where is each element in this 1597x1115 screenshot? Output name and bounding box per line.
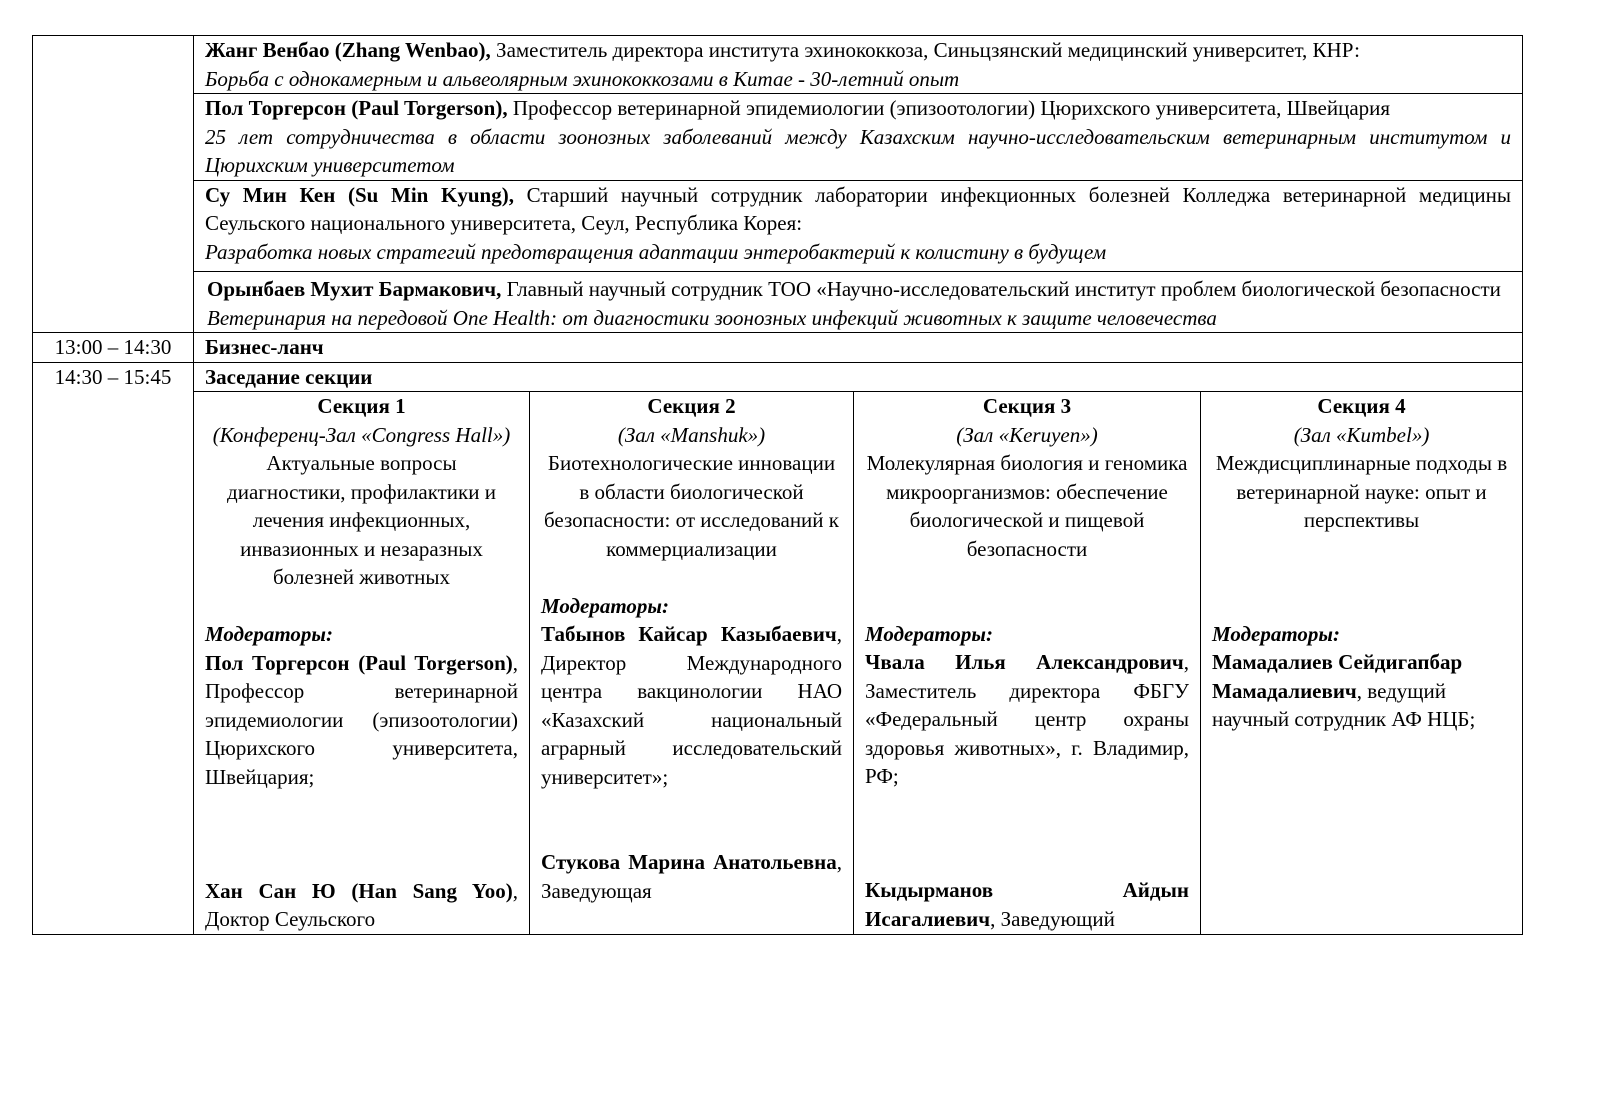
moderator-position: , Доктор Сеульского: [205, 878, 518, 931]
talk-cell: [194, 272, 1523, 333]
speaker-position: Старший научный сотрудник лаборатории инфекционных болезней Колледжа ветеринарной медицины Сеульского национального университета, Сеул, Республика Корея:: [205, 182, 1512, 235]
moderator-name: Пол Торгерсон (Paul Torgerson): [205, 650, 513, 675]
section-title: Секция 1: [317, 394, 406, 418]
section-1-cell: [194, 392, 530, 935]
lunch-row: [33, 333, 1523, 363]
section-title: Секция 4: [1317, 394, 1406, 418]
moderator-1: [205, 649, 518, 877]
lunch-label: Бизнес-ланч: [194, 333, 1523, 363]
speaker-position: Профессор ветеринарной эпидемиологии (эпизоотологии) Цюрихского университета, Швейцария: [507, 96, 1391, 120]
talk-topic: Борьба с однокамерным и альвеолярным эхинококкозами в Китае - 30-летний опыт: [205, 66, 960, 91]
moderator-2: [205, 877, 518, 934]
section-4-cell: [1201, 392, 1523, 935]
moderator-position: , Заведующая: [541, 850, 842, 903]
speaker-position: Заместитель директора института эхинококкоза, Синьцзянский медицинский университет, КНР:: [490, 38, 1361, 62]
section-hall: (Зал «Manshuk»): [617, 422, 766, 447]
talk-row-2: [33, 94, 1523, 181]
talk-cell: [194, 36, 1523, 94]
moderator-name: Мамадалиев Сейдигапбар Мамадалиевич: [1212, 650, 1463, 703]
speaker-position: Главный научный сотрудник ТОО «Научно-исследовательский институт проблем биологической безопасности: [501, 277, 1501, 301]
lunch-time: 13:00 – 14:30: [33, 333, 194, 363]
session-header-row: [33, 362, 1523, 392]
session-time: 14:30 – 15:45: [33, 362, 194, 934]
moderator-name: Табынов Кайсар Казыбаевич: [541, 622, 837, 646]
moderator-position: , ведущий научный сотрудник АФ НЦБ;: [1212, 678, 1476, 731]
sections-row: [33, 392, 1523, 935]
speaker-name: Жанг Венбао (Zhang Wenbao),: [205, 38, 491, 62]
section-hall: (Зал «Kumbel»): [1293, 422, 1430, 447]
talk-row-3: [33, 180, 1523, 272]
section-topic: Актуальные вопросы диагностики, профилактики и лечения инфекционных, инвазионных и незаразных болезней животных: [227, 451, 496, 589]
moderator-2: [865, 876, 1189, 933]
talk-topic: Разработка новых стратегий предотвращения адаптации энтеробактерий к колистину в будущем: [205, 239, 1107, 264]
section-topic: Междисциплинарные подходы в ветеринарной науке: опыт и перспективы: [1215, 451, 1508, 532]
moderator-2: [541, 848, 842, 905]
section-3-cell: [854, 392, 1201, 935]
moderator-position: , Профессор ветеринарной эпидемиологии (эпизоотологии) Цюрихского университета, Швейцария;: [205, 650, 518, 789]
section-hall: (Конференц-Зал «Congress Hall»): [212, 422, 511, 447]
moderators-label: Модераторы:: [865, 621, 993, 646]
moderator-1: [1212, 648, 1511, 734]
talk-topic: Ветеринария на передовой One Health: от диагностики зоонозных инфекций животных к защите человечества: [207, 305, 1217, 330]
agenda-table: [32, 35, 1523, 935]
section-topic: Молекулярная биология и геномика микроорганизмов: обеспечение биологической и пищевой безопасности: [866, 451, 1188, 561]
moderator-position: , Заместитель директора ФБГУ «Федеральный центр охраны здоровья животных», г. Владимир, РФ;: [865, 650, 1189, 788]
moderator-name: Стукова Марина Анатольевна: [541, 850, 837, 874]
moderator-position: , Директор Международного центра вакцинологии НАО «Казахский национальный аграрный исследовательский университет»;: [541, 622, 842, 789]
moderators-label: Модераторы:: [1212, 621, 1340, 646]
time-cell-empty: [33, 36, 194, 333]
talk-row-4: [33, 272, 1523, 333]
talk-row-1: [33, 36, 1523, 94]
speaker-name: Орынбаев Мухит Бармакович,: [207, 277, 502, 301]
talk-cell: [194, 180, 1523, 272]
talk-topic: 25 лет сотрудничества в области зоонозных заболеваний между Казахским научно-исследовательским ветеринарным институтом и Цюрихским университетом: [205, 124, 1512, 177]
section-hall: (Зал «Keruyen»): [956, 422, 1098, 447]
speaker-name: Су Мин Кен (Su Min Kyung),: [205, 182, 514, 207]
section-title: Секция 2: [647, 394, 736, 418]
moderator-name: Кыдырманов Айдын Исагалиевич: [865, 878, 1189, 931]
moderator-position: , Заведующий: [990, 906, 1115, 931]
section-title: Секция 3: [982, 394, 1072, 418]
moderator-1: [865, 648, 1189, 876]
section-2-cell: [530, 392, 854, 935]
session-label: Заседание секции: [194, 362, 1523, 392]
talk-cell: [194, 94, 1523, 181]
moderator-1: [541, 620, 842, 848]
moderators-label: Модераторы:: [541, 593, 669, 618]
speaker-name: Пол Торгерсон (Paul Torgerson),: [205, 96, 508, 120]
moderator-name: Хан Сан Ю (Han Sang Yoo): [205, 878, 513, 903]
moderator-name: Чвала Илья Александрович: [865, 650, 1184, 674]
section-topic: Биотехнологические инновации в области биологической безопасности: от исследований к коммерциализации: [544, 451, 839, 561]
moderators-label: Модераторы:: [205, 622, 333, 646]
